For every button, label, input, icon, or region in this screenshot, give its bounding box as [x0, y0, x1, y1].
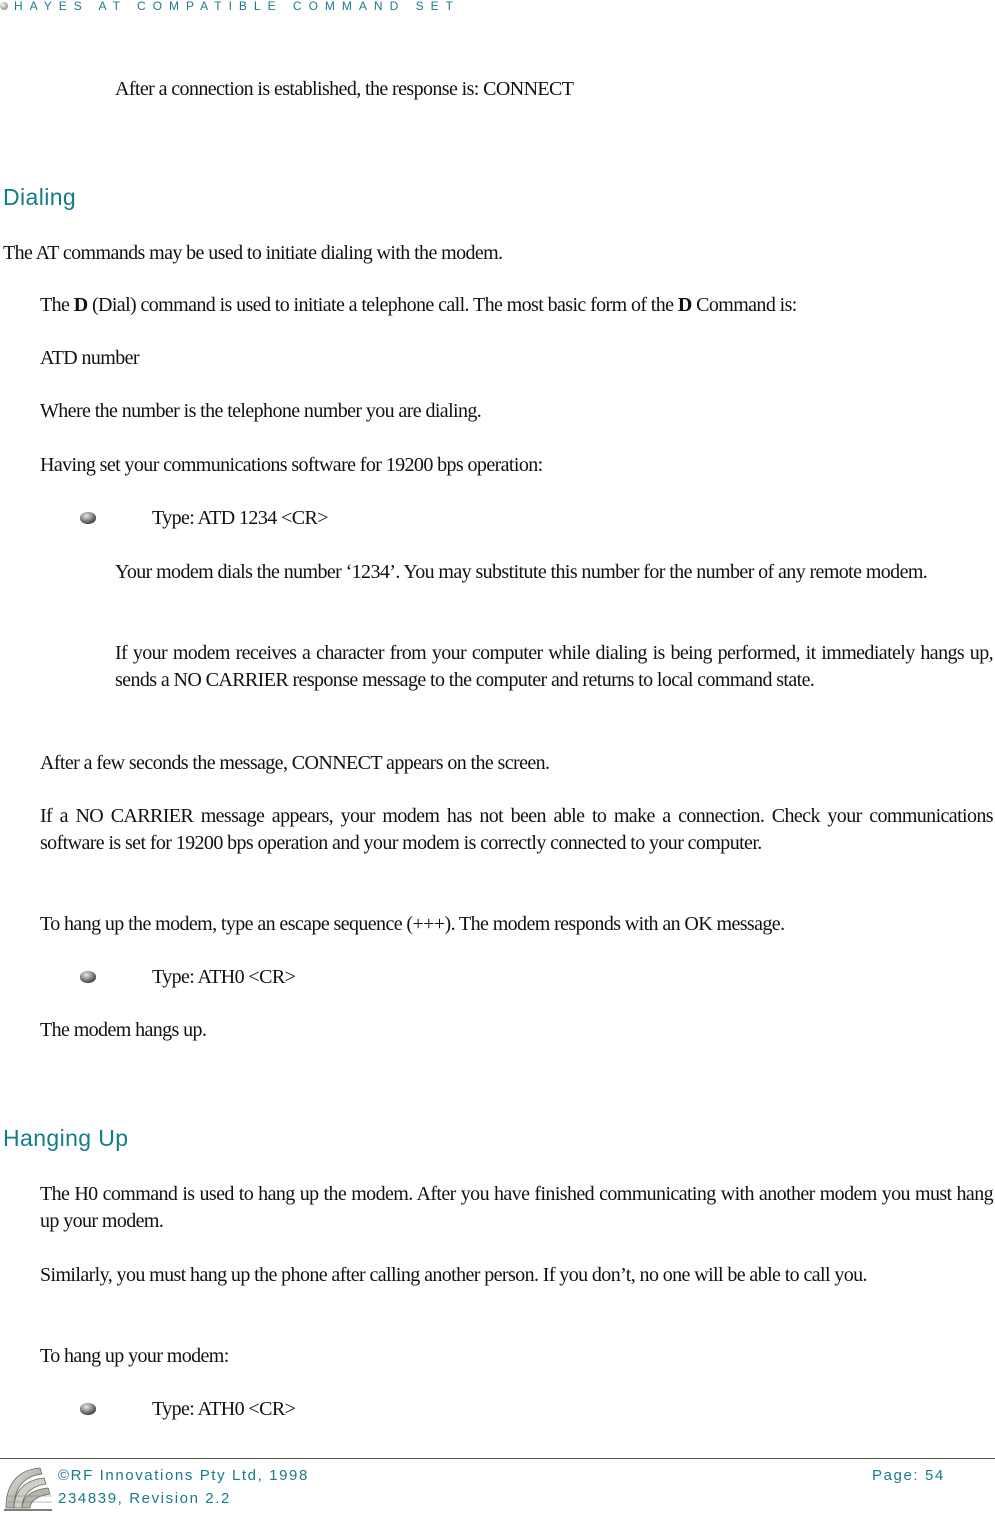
- dialing-paragraph-4: Where the number is the telephone number you are dialing.: [40, 400, 482, 422]
- bullet-icon: [80, 1403, 96, 1414]
- footer-copyright: ©RF Innovations Pty Ltd, 1998: [58, 1467, 309, 1484]
- dial-text-d: Command is:: [691, 294, 797, 316]
- dialing-bullet-1: Type: ATD 1234 <CR>: [152, 507, 328, 529]
- hanging-up-paragraph-1: The H0 command is used to hang up the modem. After you have finished communicating with another modem you must hang up your modem.: [40, 1183, 993, 1232]
- dialing-paragraph-8: After a few seconds the message, CONNECT appears on the screen.: [40, 752, 550, 774]
- dialing-paragraph-6: Your modem dials the number ‘1234’. You may substitute this number for the number of any remote modem.: [115, 561, 928, 583]
- dial-text-c: (Dial) command is used to initiate a telephone call. The most basic form of the: [87, 294, 678, 316]
- hanging-up-paragraph-2: Similarly, you must hang up the phone after calling another person. If you don’t, no one will be able to call you.: [40, 1264, 867, 1286]
- running-header: [0, 0, 460, 13]
- bullet-icon: [80, 512, 96, 523]
- section-heading-hanging-up: Hanging Up: [3, 1125, 129, 1151]
- dialing-paragraph-10: To hang up the modem, type an escape sequence (+++). The modem responds with an OK message.: [40, 913, 785, 935]
- footer-divider: [0, 1458, 995, 1459]
- hanging-up-bullet-1: Type: ATH0 <CR>: [152, 1398, 296, 1420]
- dial-text-a: The: [40, 294, 74, 316]
- dialing-paragraph-11: The modem hangs up.: [40, 1019, 207, 1041]
- connect-response-text: After a connection is established, the response is: CONNECT: [115, 78, 574, 100]
- bullet-dot-icon: [0, 2, 8, 10]
- dial-command-d-2: D: [677, 294, 692, 316]
- dialing-paragraph-7: If your modem receives a character from your computer while dialing is being performed, it immediately hangs up, sends a NO CARRIER response message to the computer and returns to local command state.: [115, 642, 993, 691]
- dialing-paragraph-9: If a NO CARRIER message appears, your modem has not been able to make a connection. Check your communications software is set for 19200 bps operation and your modem is correctly connected to your computer.: [40, 805, 993, 854]
- footer-doc-number: 234839, Revision 2.2: [58, 1490, 231, 1507]
- company-logo-icon: [2, 1462, 54, 1512]
- dialing-paragraph-5: Having set your communications software for 19200 bps operation:: [40, 454, 543, 476]
- dialing-syntax: ATD number: [40, 347, 139, 369]
- footer-page-number: Page: 54: [872, 1467, 945, 1484]
- bullet-icon: [80, 971, 96, 982]
- section-heading-dialing: Dialing: [3, 184, 77, 210]
- dialing-paragraph-2: [40, 292, 995, 319]
- running-title: HAYES AT COMPATIBLE COMMAND SET: [14, 0, 460, 13]
- dialing-bullet-2: Type: ATH0 <CR>: [152, 966, 296, 988]
- dialing-paragraph-1: The AT commands may be used to initiate dialing with the modem.: [3, 242, 503, 264]
- hanging-up-paragraph-3: To hang up your modem:: [40, 1345, 229, 1367]
- dial-command-d: D: [73, 294, 88, 316]
